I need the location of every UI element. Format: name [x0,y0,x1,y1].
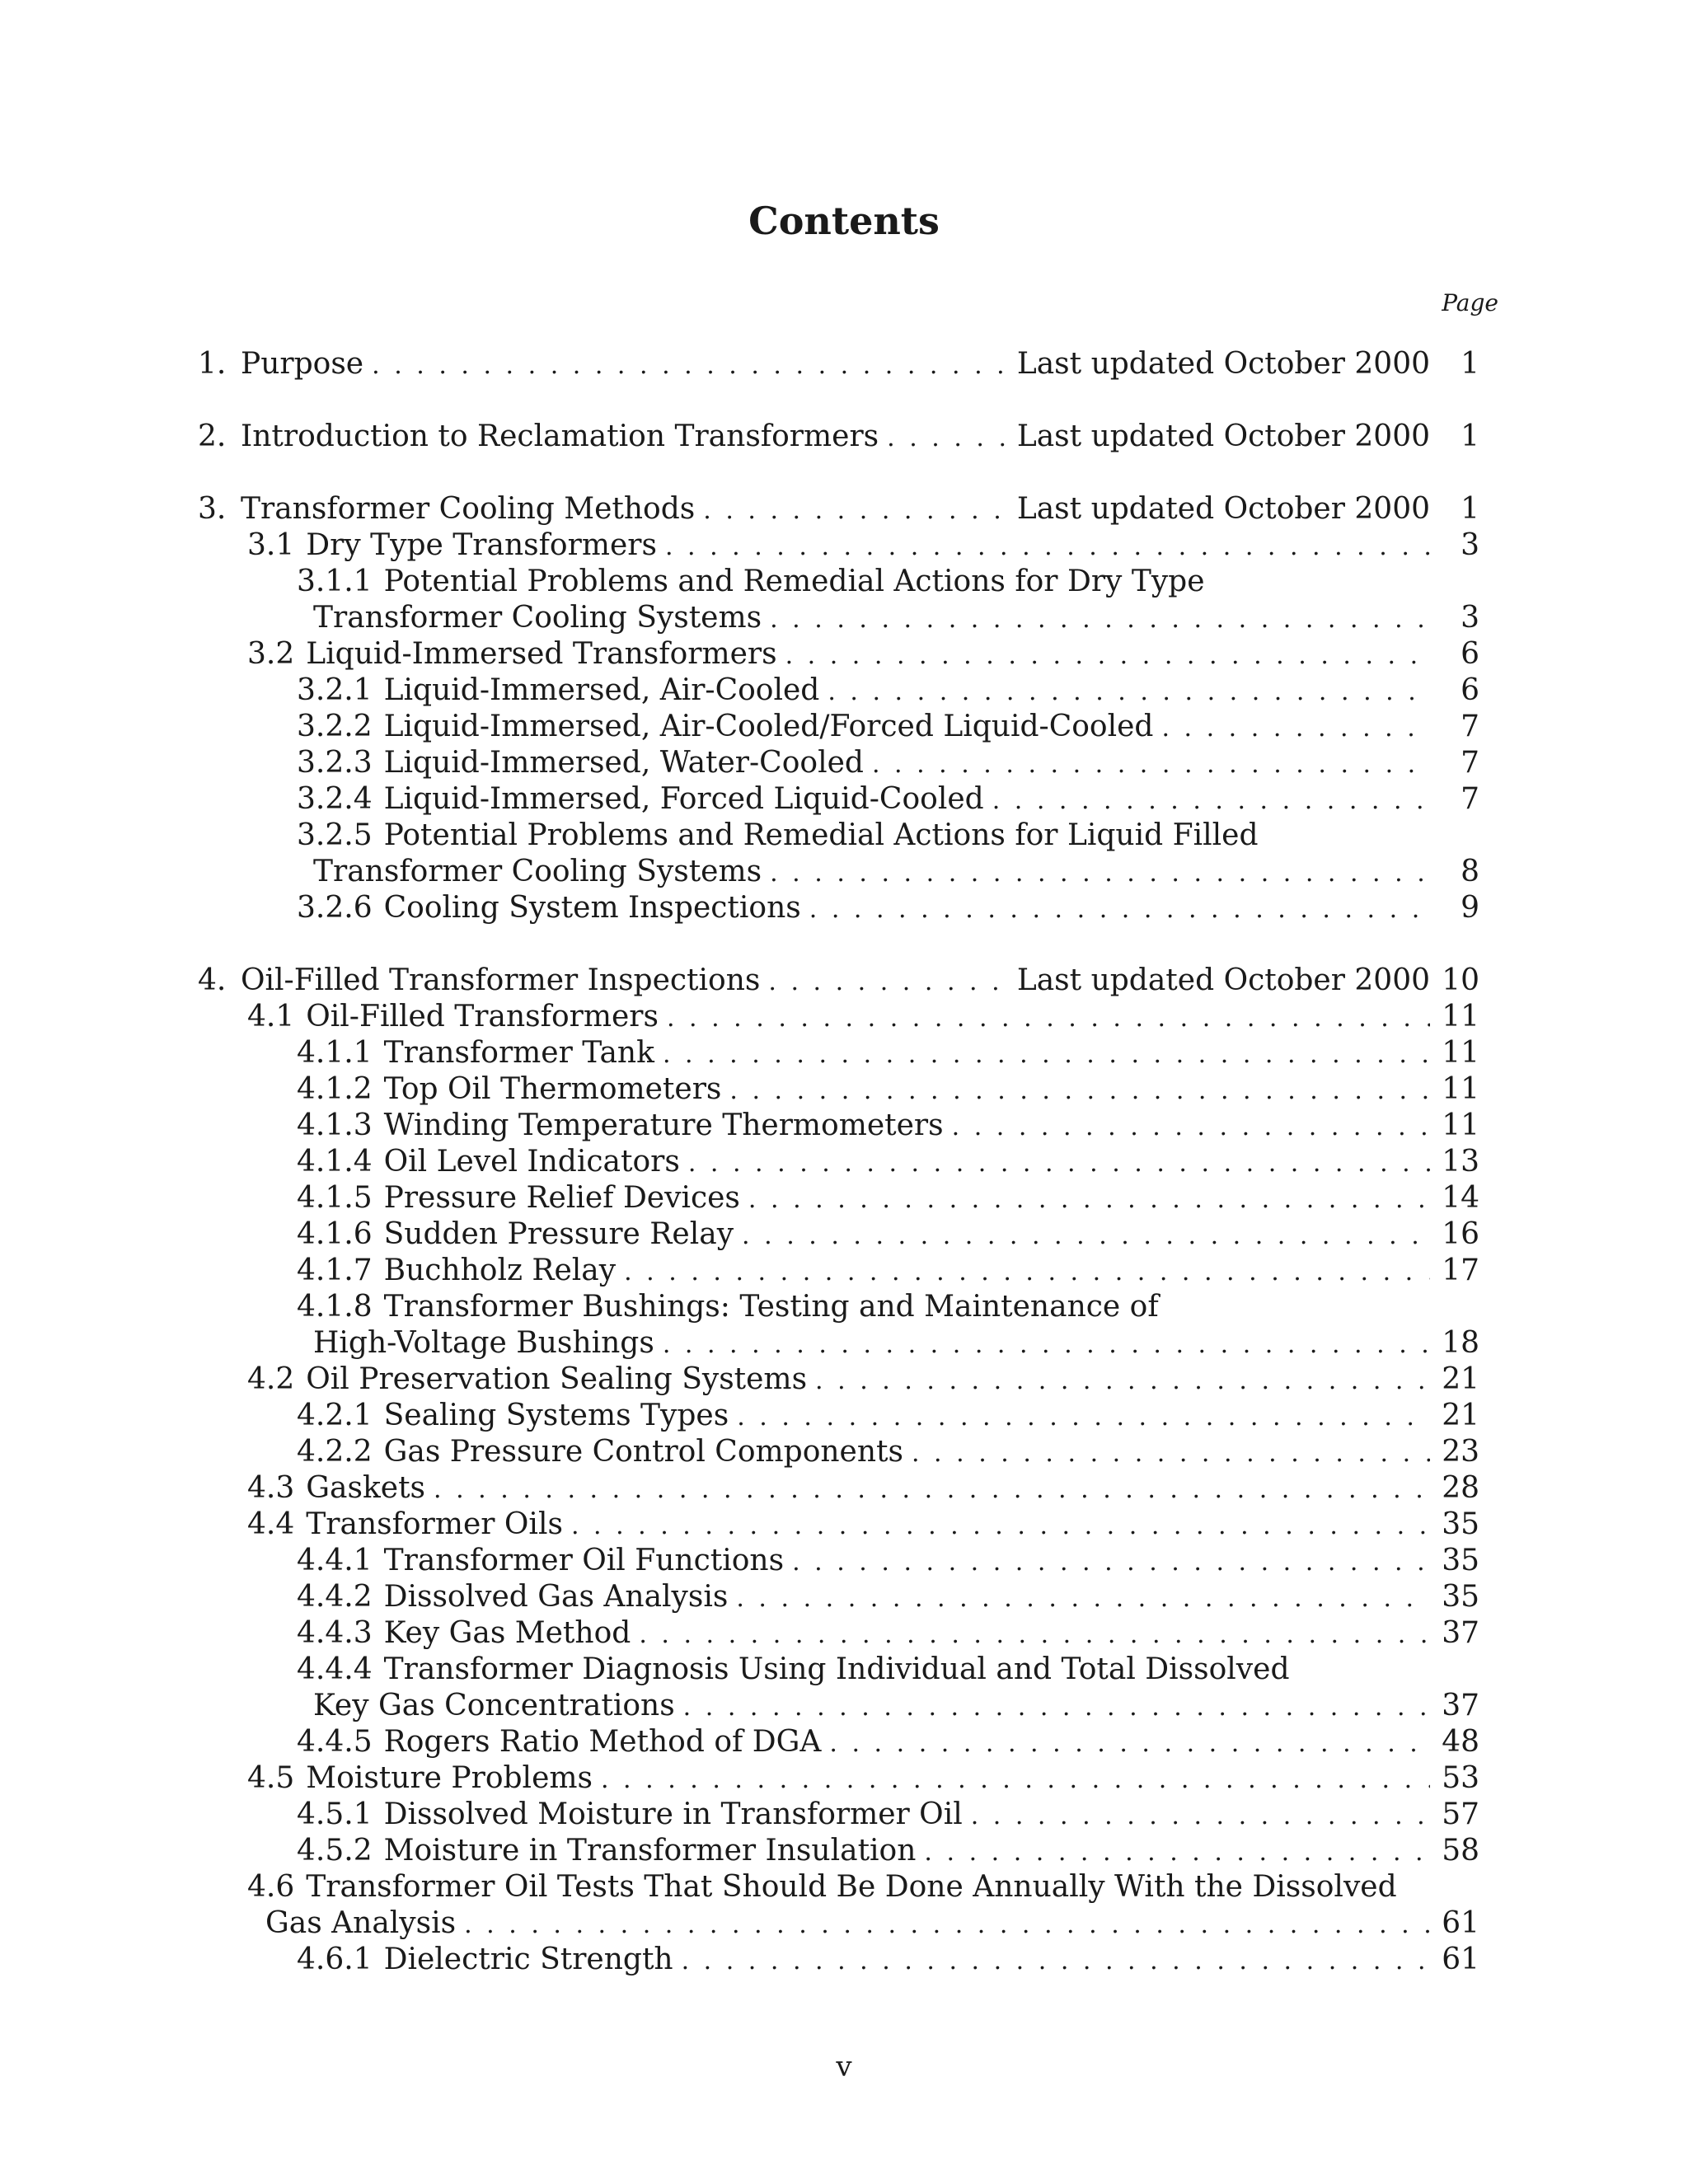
page-number: 35 [1442,1544,1479,1577]
dot-leader [372,348,1009,384]
section-number: 2. [198,419,227,453]
toc-entry[interactable] [198,1652,1479,1688]
section-title: Dissolved Gas Analysis [383,1580,729,1614]
page-number: 18 [1442,1326,1479,1360]
last-updated: Last updated October 2000 [1016,419,1430,453]
toc-entry[interactable] [198,419,1479,455]
page-number: 3 [1461,528,1479,562]
section-title: Buchholz Relay [383,1254,617,1287]
section-number: 3.2.6 [297,891,373,925]
section-number: 4.2 [247,1362,295,1396]
toc-entry[interactable] [198,1579,1479,1615]
page-number: 6 [1461,637,1479,671]
toc-entry[interactable] [198,890,1479,926]
dot-leader [785,638,1430,674]
section-number: 4.2.1 [297,1399,373,1432]
dot-leader [952,1109,1430,1146]
section-title: Gas Pressure Control Components [383,1435,903,1469]
section-title: Dielectric Strength [383,1943,673,1976]
dot-leader [872,747,1430,783]
toc-entry[interactable] [198,1507,1479,1543]
page-number: 6 [1461,673,1479,707]
page-column-label: Page [1442,289,1498,316]
page-number: 7 [1461,782,1479,816]
toc-entry[interactable] [198,709,1479,745]
dot-leader [829,1726,1430,1762]
section-title: Oil Preservation Sealing Systems [306,1362,808,1396]
section-title: Liquid-Immersed, Air-Cooled/Forced Liquid-Cooled [383,710,1154,743]
section-number: 4.1.1 [297,1036,373,1070]
section-title: Key Gas Method [383,1616,631,1650]
section-number: 3.2.5 [297,818,373,852]
page-number: 7 [1461,710,1479,743]
section-title: Moisture Problems [306,1761,593,1795]
toc-entry[interactable] [198,1180,1479,1216]
dot-leader [809,892,1430,928]
last-updated: Last updated October 2000 [1016,963,1430,997]
section-number: 3. [198,492,227,526]
section-title: Dry Type Transformers [306,528,657,562]
section-title-continued: High-Voltage Bushings [313,1326,654,1360]
page-number: 1 [1461,347,1479,381]
section-title-continued: Key Gas Concentrations [313,1689,675,1722]
page-number: 9 [1461,891,1479,925]
section-title: Sealing Systems Types [383,1399,729,1432]
section-title: Transformer Cooling Methods [241,492,696,526]
dot-leader [768,964,1008,1001]
section-title: Introduction to Reclamation Transformers [241,419,879,453]
section-number: 4. [198,963,227,997]
dot-leader [683,1690,1430,1726]
section-title: Oil-Filled Transformer Inspections [241,963,761,997]
section-title: Liquid-Immersed, Forced Liquid-Cooled [383,782,984,816]
dot-leader [667,1001,1430,1037]
page-number: 7 [1461,746,1479,780]
section-number: 3.1.1 [297,565,373,598]
dot-leader [663,1037,1430,1073]
section-title: Transformer Oil Functions [383,1544,785,1577]
section-title: Moisture in Transformer Insulation [383,1834,917,1868]
section-title: Transformer Oils [306,1507,563,1541]
section-number: 4.4.1 [297,1544,373,1577]
section-number: 4.6.1 [297,1943,373,1976]
section-number: 4.4.5 [297,1725,373,1759]
section-title: Pressure Relief Devices [383,1181,740,1215]
section-title: Potential Problems and Remedial Actions for Liquid Filled [383,818,1259,852]
section-title: Sudden Pressure Relay [383,1217,734,1251]
toc-entry[interactable] [198,1869,1479,1905]
table-of-contents [198,346,1479,1978]
section-title: Potential Problems and Remedial Actions for Dry Type [383,565,1205,598]
page-number: 48 [1442,1725,1479,1759]
dot-leader [828,674,1430,710]
dot-leader [571,1508,1430,1544]
toc-entry[interactable] [198,491,1479,527]
toc-entry[interactable] [198,1216,1479,1253]
page-footer-number: v [836,2050,852,2083]
section-number: 4.1 [247,1000,295,1033]
dot-leader [770,602,1430,638]
page-number: 58 [1442,1834,1479,1868]
toc-entry[interactable] [198,1035,1479,1071]
toc-entry[interactable] [198,1434,1479,1470]
toc-entry[interactable] [198,1724,1479,1760]
toc-entry[interactable] [198,999,1479,1035]
dot-leader [792,1544,1430,1581]
section-title: Rogers Ratio Method of DGA [383,1725,822,1759]
section-title-continued: Transformer Cooling Systems [313,855,762,888]
section-number: 1. [198,347,227,381]
section-number: 4.1.3 [297,1108,373,1142]
section-number: 4.3 [247,1471,295,1505]
toc-entry[interactable] [198,636,1479,673]
page-number: 53 [1442,1761,1479,1795]
section-title: Liquid-Immersed Transformers [306,637,777,671]
dot-leader [682,1943,1430,1980]
toc-entry[interactable] [198,1144,1479,1180]
section-number: 4.1.8 [297,1290,373,1324]
page-number: 13 [1442,1145,1479,1179]
page-number: 11 [1442,1000,1479,1033]
page-number: 21 [1442,1362,1479,1396]
toc-entry[interactable] [198,1398,1479,1434]
page-number: 21 [1442,1399,1479,1432]
dot-leader [464,1907,1430,1943]
section-title: Transformer Tank [383,1036,654,1070]
page-number: 61 [1442,1906,1479,1940]
section-number: 4.1.2 [297,1072,373,1106]
toc-entry-continuation[interactable] [198,600,1479,636]
dot-leader [992,783,1430,819]
toc-entry[interactable] [198,1760,1479,1797]
section-title: Winding Temperature Thermometers [383,1108,944,1142]
dot-leader [887,420,1009,457]
dot-leader [912,1436,1430,1472]
section-title-continued: Transformer Cooling Systems [313,601,762,635]
toc-entry-continuation[interactable] [198,1905,1479,1942]
last-updated: Last updated October 2000 [1016,347,1430,381]
dot-leader [688,1146,1430,1182]
toc-entry[interactable] [198,1253,1479,1289]
section-number: 4.5.1 [297,1797,373,1831]
page-number: 23 [1442,1435,1479,1469]
section-title: Dissolved Moisture in Transformer Oil [383,1797,963,1831]
dot-leader [434,1472,1430,1508]
dot-leader [770,855,1430,892]
page-number: 3 [1461,601,1479,635]
page-number: 16 [1442,1217,1479,1251]
section-title: Gaskets [306,1471,426,1505]
section-number: 4.6 [247,1870,295,1904]
dot-leader [665,529,1430,565]
section-number: 3.2.2 [297,710,373,743]
section-number: 4.5 [247,1761,295,1795]
section-number: 4.1.5 [297,1181,373,1215]
section-number: 3.2 [247,637,295,671]
toc-entry[interactable] [198,527,1479,564]
page-number: 37 [1442,1616,1479,1650]
page-number: 37 [1442,1689,1479,1722]
toc-entry[interactable] [198,564,1479,600]
section-number: 3.2.3 [297,746,373,780]
toc-entry[interactable] [198,1470,1479,1507]
section-number: 4.1.7 [297,1254,373,1287]
dot-leader [815,1363,1430,1399]
page-number: 11 [1442,1036,1479,1070]
section-title-continued: Gas Analysis [265,1906,457,1940]
section-title: Top Oil Thermometers [383,1072,722,1106]
section-number: 4.1.4 [297,1145,373,1179]
toc-entry-continuation[interactable] [198,1325,1479,1361]
toc-entry[interactable] [198,963,1479,999]
section-title: Liquid-Immersed, Air-Cooled [383,673,820,707]
toc-entry-continuation[interactable] [198,1688,1479,1724]
page-number: 11 [1442,1108,1479,1142]
section-title: Oil Level Indicators [383,1145,680,1179]
section-title: Transformer Diagnosis Using Individual and Total Dissolved [383,1652,1290,1686]
toc-entry[interactable] [198,673,1479,709]
toc-entry[interactable] [198,1942,1479,1978]
section-number: 4.4.4 [297,1652,373,1686]
dot-leader [663,1327,1430,1363]
dot-leader [601,1762,1430,1798]
section-title: Cooling System Inspections [383,891,801,925]
page-number: 8 [1461,855,1479,888]
section-number: 4.1.6 [297,1217,373,1251]
toc-entry[interactable] [198,346,1479,382]
toc-entry[interactable] [198,1289,1479,1325]
toc-entry[interactable] [198,818,1479,854]
page-title: Contents [748,199,940,243]
page-number: 17 [1442,1254,1479,1287]
page-number: 11 [1442,1072,1479,1106]
dot-leader [748,1182,1430,1218]
section-number: 3.1 [247,528,295,562]
page-number: 28 [1442,1471,1479,1505]
section-number: 4.5.2 [297,1834,373,1868]
dot-leader [639,1617,1430,1653]
section-title: Purpose [241,347,364,381]
toc-entry[interactable] [198,745,1479,781]
dot-leader [729,1073,1430,1109]
toc-entry[interactable] [198,1797,1479,1833]
dot-leader [703,493,1009,529]
dot-leader [742,1218,1430,1254]
section-number: 4.4.3 [297,1616,373,1650]
page-number: 61 [1442,1943,1479,1976]
toc-entry[interactable] [198,1833,1479,1869]
page-number: 1 [1461,419,1479,453]
page-number: 10 [1442,963,1479,997]
section-number: 3.2.4 [297,782,373,816]
section-number: 4.4.2 [297,1580,373,1614]
dot-leader [737,1399,1430,1436]
toc-entry-continuation[interactable] [198,854,1479,890]
page-number: 1 [1461,492,1479,526]
section-title: Oil-Filled Transformers [306,1000,659,1033]
section-number: 4.4 [247,1507,295,1541]
section-title: Transformer Oil Tests That Should Be Done Annually With the Dissolved [306,1870,1397,1904]
section-title: Transformer Bushings: Testing and Maintenance of [383,1290,1159,1324]
dot-leader [736,1581,1430,1617]
toc-entry[interactable] [198,1361,1479,1398]
page-number: 14 [1442,1181,1479,1215]
page-number: 35 [1442,1580,1479,1614]
section-number: 4.2.2 [297,1435,373,1469]
dot-leader [971,1798,1430,1835]
toc-entry[interactable] [198,781,1479,818]
dot-leader [624,1254,1430,1291]
section-title: Liquid-Immersed, Water-Cooled [383,746,864,780]
toc-entry[interactable] [198,1108,1479,1144]
toc-entry[interactable] [198,1615,1479,1652]
section-number: 3.2.1 [297,673,373,707]
toc-entry[interactable] [198,1543,1479,1579]
toc-entry[interactable] [198,1071,1479,1108]
page-number: 35 [1442,1507,1479,1541]
page-number: 57 [1442,1797,1479,1831]
last-updated: Last updated October 2000 [1016,492,1430,526]
dot-leader [924,1835,1430,1871]
dot-leader [1161,710,1430,747]
